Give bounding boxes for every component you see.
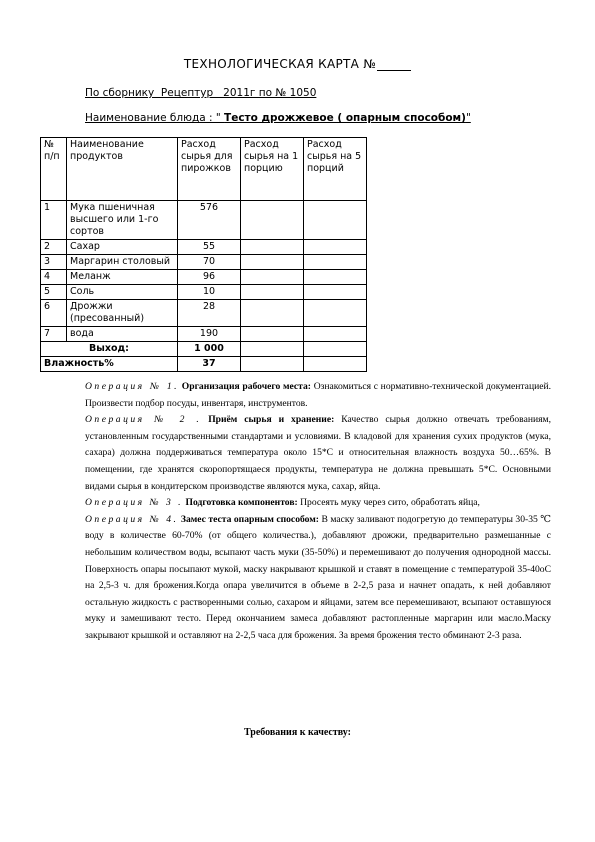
row-num: 4: [41, 270, 67, 285]
table-row: [41, 201, 367, 240]
page-title: [0, 57, 595, 71]
operation-4: [85, 512, 551, 645]
row-num: 3: [41, 255, 67, 270]
operation-title: Организация рабочего места:: [181, 381, 311, 392]
row-num: 6: [41, 300, 67, 327]
table-row: [41, 300, 367, 327]
operation-3: [85, 495, 551, 512]
yield-row: [41, 342, 367, 357]
row-product: Меланж: [67, 270, 178, 285]
row-qty: 10: [178, 285, 241, 300]
yield-value: 1 000: [178, 342, 241, 357]
row-num: 5: [41, 285, 67, 300]
row-portion-5: [304, 240, 367, 255]
row-product: Мука пшеничная высшего или 1-го сортов: [67, 201, 178, 240]
row-portion-5: [304, 300, 367, 327]
row-num: 2: [41, 240, 67, 255]
row-portion-1: [241, 240, 304, 255]
humidity-value: 37: [178, 357, 241, 372]
operation-title: Подготовка компонентов:: [185, 497, 298, 509]
row-portion-1: [241, 300, 304, 327]
row-qty: 576: [178, 201, 241, 240]
title-text: ТЕХНОЛОГИЧЕСКАЯ КАРТА №: [183, 57, 377, 71]
header-portion-1: Расход сырья на 1 порцию: [241, 138, 304, 201]
table-row: [41, 240, 367, 255]
row-portion-1: [241, 327, 304, 342]
operation-label: Операция № 3 .: [85, 497, 184, 509]
row-qty: 70: [178, 255, 241, 270]
row-num: 1: [41, 201, 67, 240]
row-portion-5: [304, 255, 367, 270]
row-portion-1: [241, 201, 304, 240]
title-number-blank: [377, 58, 411, 71]
row-qty: 55: [178, 240, 241, 255]
operation-text: Ознакомиться с нормативно-технической документацией. Произвести подбор посуды, инвентаря, инструментов.: [85, 381, 551, 409]
humidity-label: Влажность%: [41, 357, 178, 372]
header-num: № п/п: [41, 138, 67, 201]
dish-name: Тесто дрожжевое ( опарным способом): [224, 112, 466, 124]
row-num: 7: [41, 327, 67, 342]
humidity-empty-1: [241, 357, 304, 372]
operation-title: Приём сырья и хранение:: [208, 414, 335, 426]
row-product: Соль: [67, 285, 178, 300]
operation-1: [85, 379, 551, 412]
row-product: Маргарин столовый: [67, 255, 178, 270]
row-product: Дрожжи (пресованный): [67, 300, 178, 327]
dish-prefix: Наименование блюда : ": [85, 112, 225, 124]
row-portion-1: [241, 270, 304, 285]
humidity-empty-2: [304, 357, 367, 372]
dish-name-line: [85, 112, 471, 124]
yield-label: Выход:: [41, 342, 178, 357]
row-portion-5: [304, 285, 367, 300]
source-line: По сборнику Рецептур 2011г по № 1050: [85, 87, 317, 99]
operation-title: Замес теста опарным способом:: [180, 513, 320, 525]
yield-empty-1: [241, 342, 304, 357]
operation-text: В маску заливают подогретую до температуры 30-35 ℃ воду в количестве 60-70% (от общего количества.), добавляют дрожжи, предварительно размешанные с небольшим количеством воды, всыпают часть муки (35-50%) и перемешивают до получения однородной массы. Поверхность опары посыпают мукой, маску накрывают крышкой и ставят в помещение с температурой 35-40оС на 2,5-3 ч. для брожения.Когда опара увеличится в объеме в 2-2,5 раза и начнет опадать, к ней добавляют остальную жидкость с растворенными солью, сахаром и яйцами, затем все перемешивают, всыпают оставшуюся муку и замешивают тесто. Перед окончанием замеса добавляют растопленные маргарин или масло.Маску закрывают крышкой и оставляют на 2-2,5 часа для брожения. За время брожения тесто обминают 2-3 раза.: [85, 513, 552, 641]
row-product: вода: [67, 327, 178, 342]
quality-requirements-heading: Требования к качеству:: [243, 727, 352, 738]
table-row: [41, 285, 367, 300]
operation-2: [85, 412, 551, 495]
table-header-row: [41, 138, 367, 201]
header-portion-5: Расход сырья на 5 порций: [304, 138, 367, 201]
row-product: Сахар: [67, 240, 178, 255]
row-portion-5: [304, 327, 367, 342]
table-row: [41, 270, 367, 285]
dish-suffix: ": [465, 112, 471, 124]
row-portion-5: [304, 201, 367, 240]
operation-text: Качество сырья должно отвечать требованиям, установленным государственными стандартами и условиями. В кладовой для хранения сухих продуктов (мука, сахара) должна поддерживаться температура около 15*С и относительная влажность воздуха 50…65%. В помещении, где хранятся скоропортящаеся продукты, температура не должна превышать 5*С. Основными видами сырья в кондитерском производстве являются мука, сахар, яйца.: [85, 414, 551, 492]
table-row: [41, 327, 367, 342]
row-qty: 28: [178, 300, 241, 327]
row-qty: 96: [178, 270, 241, 285]
header-product: Наименование продуктов: [67, 138, 178, 201]
operation-label: Операция № 4.: [85, 513, 179, 525]
table-row: [41, 255, 367, 270]
operation-label: Операция № 2 .: [85, 414, 202, 426]
header-qty: Расход сырья для пирожков: [178, 138, 241, 201]
operations-section: [85, 379, 551, 645]
humidity-row: [41, 357, 367, 372]
row-qty: 190: [178, 327, 241, 342]
row-portion-1: [241, 285, 304, 300]
operation-label: Операция № 1.: [85, 381, 180, 392]
recipe-table: [40, 137, 367, 372]
row-portion-5: [304, 270, 367, 285]
row-portion-1: [241, 255, 304, 270]
operation-text: Просеять муку через сито, обработать яйца,: [297, 497, 480, 509]
yield-empty-2: [304, 342, 367, 357]
